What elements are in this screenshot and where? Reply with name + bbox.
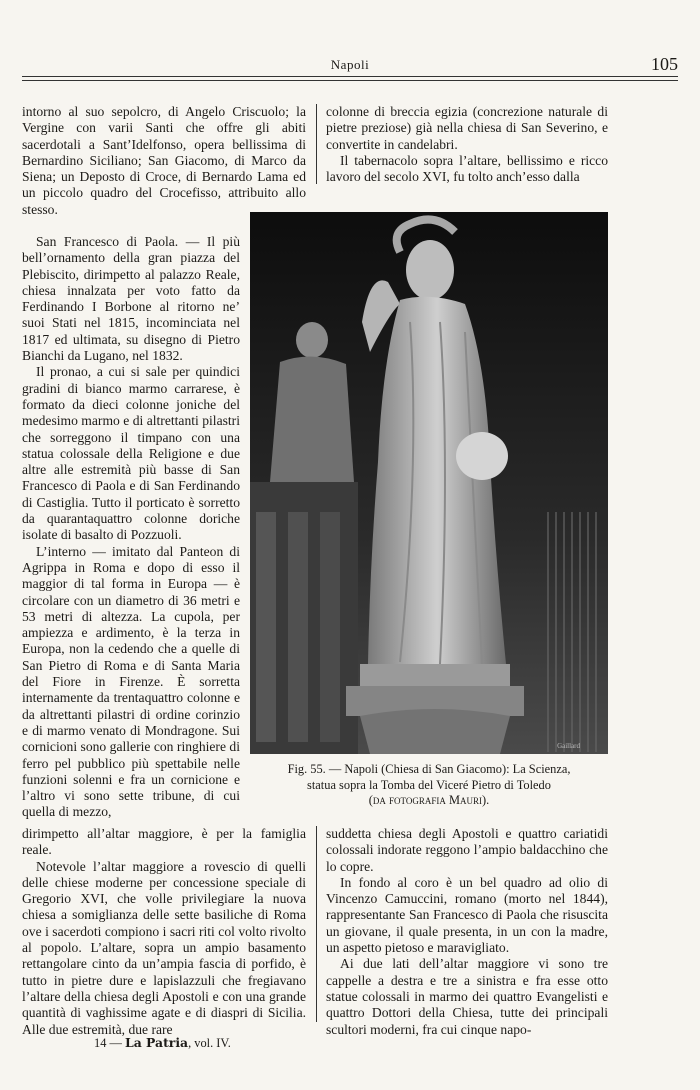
paragraph: Notevole l’altar maggiore a rovescio di quelli delle chiese moderne per concessione speciale di Gregorio XVI, che volle privilegiare la nuova chiesa a somiglianza delle sette basiliche di Roma ove i sacerdoti compiono i sacri riti col volto rivolto al popolo. L’altare, sopra un ampio basamento rettangolare cinto da un’ampia fascia di porfido, è tutto in pietre dure e lapislazzuli che fregiavano l’altare della chiesa degli Apostoli e con una grande quantità di vaghissime agate e di diaspri di Sicilia. Alle due estremità, due rare [22, 858, 306, 1037]
statue-engraving [250, 212, 608, 754]
caption-line-3: (da fotografia Mauri). [368, 793, 490, 807]
footer-signature: 14 — [94, 1036, 122, 1050]
running-title: Napoli [330, 57, 370, 72]
page-footer [94, 1035, 231, 1051]
left-column-bottom [22, 826, 306, 1038]
paragraph: Il tabernacolo sopra l’altare, bellissimo e ricco lavoro del secolo XVI, fu tolto anch’esso dalla [326, 152, 608, 185]
left-column-top [22, 104, 306, 218]
page-number: 105 [651, 54, 678, 74]
footer-title: La Patria [125, 1035, 189, 1050]
paragraph: In fondo al coro è un bel quadro ad olio di Vincenzo Camuccini, romano (morto nel 1844), rappresentante San Francesco di Paola che risuscita un giovane, il quale presenta, in un con la madre, un aspetto pietoso e maravigliato. [326, 874, 608, 956]
engraver-signature: Gaillard [557, 742, 580, 750]
footer-volume: , vol. IV. [188, 1036, 231, 1050]
paragraph: Ai due lati dell’altar maggiore vi sono tre cappelle a destra e tre a sinistra e fra esse otto statue colossali in marmo dei quattro Evangelisti e quattro Dottori della Chiesa, tutte dei principali scultori moderni, fra cui cinque napo- [326, 956, 608, 1037]
paragraph: L’interno — imitato dal Panteon di Agrippa in Roma e dopo di esso il maggior di tal forma in Europa — è circolare con un diametro di 36 metri e 53 metri di altezza. La cupola, per ampiezza e ardimento, è la terza in Europa, non la cedendo che a quelle di San Pietro di Roma e di Santa Maria del Fiore in Firenze. È sorretta internamente da trentaquattro colonne e da altrettanti pilastri di ordine corinzio e di marmo venato di Mondragone. Sui cornicioni sono gallerie con ringhiere di ferro pel pubblico più spettabile nelle funzioni solenni e fra un cornicione e l’altro vi sono sette tribune, di cui quella di mezzo, [22, 543, 240, 820]
figure-caption [250, 762, 608, 809]
header-rule [22, 76, 678, 77]
paragraph: suddetta chiesa degli Apostoli e quattro cariatidi colossali indorate reggono l’ampio baldacchino che lo copre. [326, 826, 608, 874]
right-column-bottom [326, 826, 608, 1038]
caption-line-2: statua sopra la Tomba del Viceré Pietro di Toledo [307, 777, 551, 792]
paragraph: colonne di breccia egizia (concrezione naturale di pietre preziose) già nella chiesa di San Severino, e convertite in candelabri. [326, 104, 608, 152]
paragraph: Il pronao, a cui si sale per quindici gradini di bianco marmo carrarese, è formato da dieci colonne joniche del medesimo marmo e di altrettanti pilastri che sorreggono il timpano con una statua colossale della Religione e due altre alle estremità più basse di San Francesco di Paola e di San Ferdinando di Castiglia. Tutto il porticato è sorretto da quarantaquattro colonne doriche isolate di basalto di Pozzuoli. [22, 364, 240, 543]
paragraph: intorno al suo sepolcro, di Angelo Criscuolo; la Vergine con varii Santi che offre gli abiti sacerdotali a Sant’Idelfonso, opera bellissima di Bernardino Siciliano; San Giacomo, di Marco da Siena; un Deposto di Croce, di Bernardo Lama ed un piccolo quadro del Crocefisso, attribuito allo stesso. [22, 104, 306, 217]
left-column-narrow [22, 234, 240, 821]
statue-illustration [250, 212, 608, 754]
column-divider [316, 104, 317, 184]
paragraph: San Francesco di Paola. — Il più bell’ornamento della gran piazza del Plebiscito, dirimpetto al palazzo Reale, chiesa innalzata per voto fatto da Ferdinando I Borbone al ritorno ne’ suoi Stati nel 1815, incominciata nel 1817 ed ultimata, su disegno di Pietro Bianchi da Lugano, nel 1832. [22, 234, 240, 364]
column-divider-lower [316, 826, 317, 1022]
caption-line-1: Fig. 55. — Napoli (Chiesa di San Giacomo): La Scienza, [287, 762, 571, 776]
header-rule-thin [22, 80, 678, 81]
right-column-top [326, 104, 608, 185]
paragraph: dirimpetto all’altar maggiore, è per la famiglia reale. [22, 826, 306, 858]
